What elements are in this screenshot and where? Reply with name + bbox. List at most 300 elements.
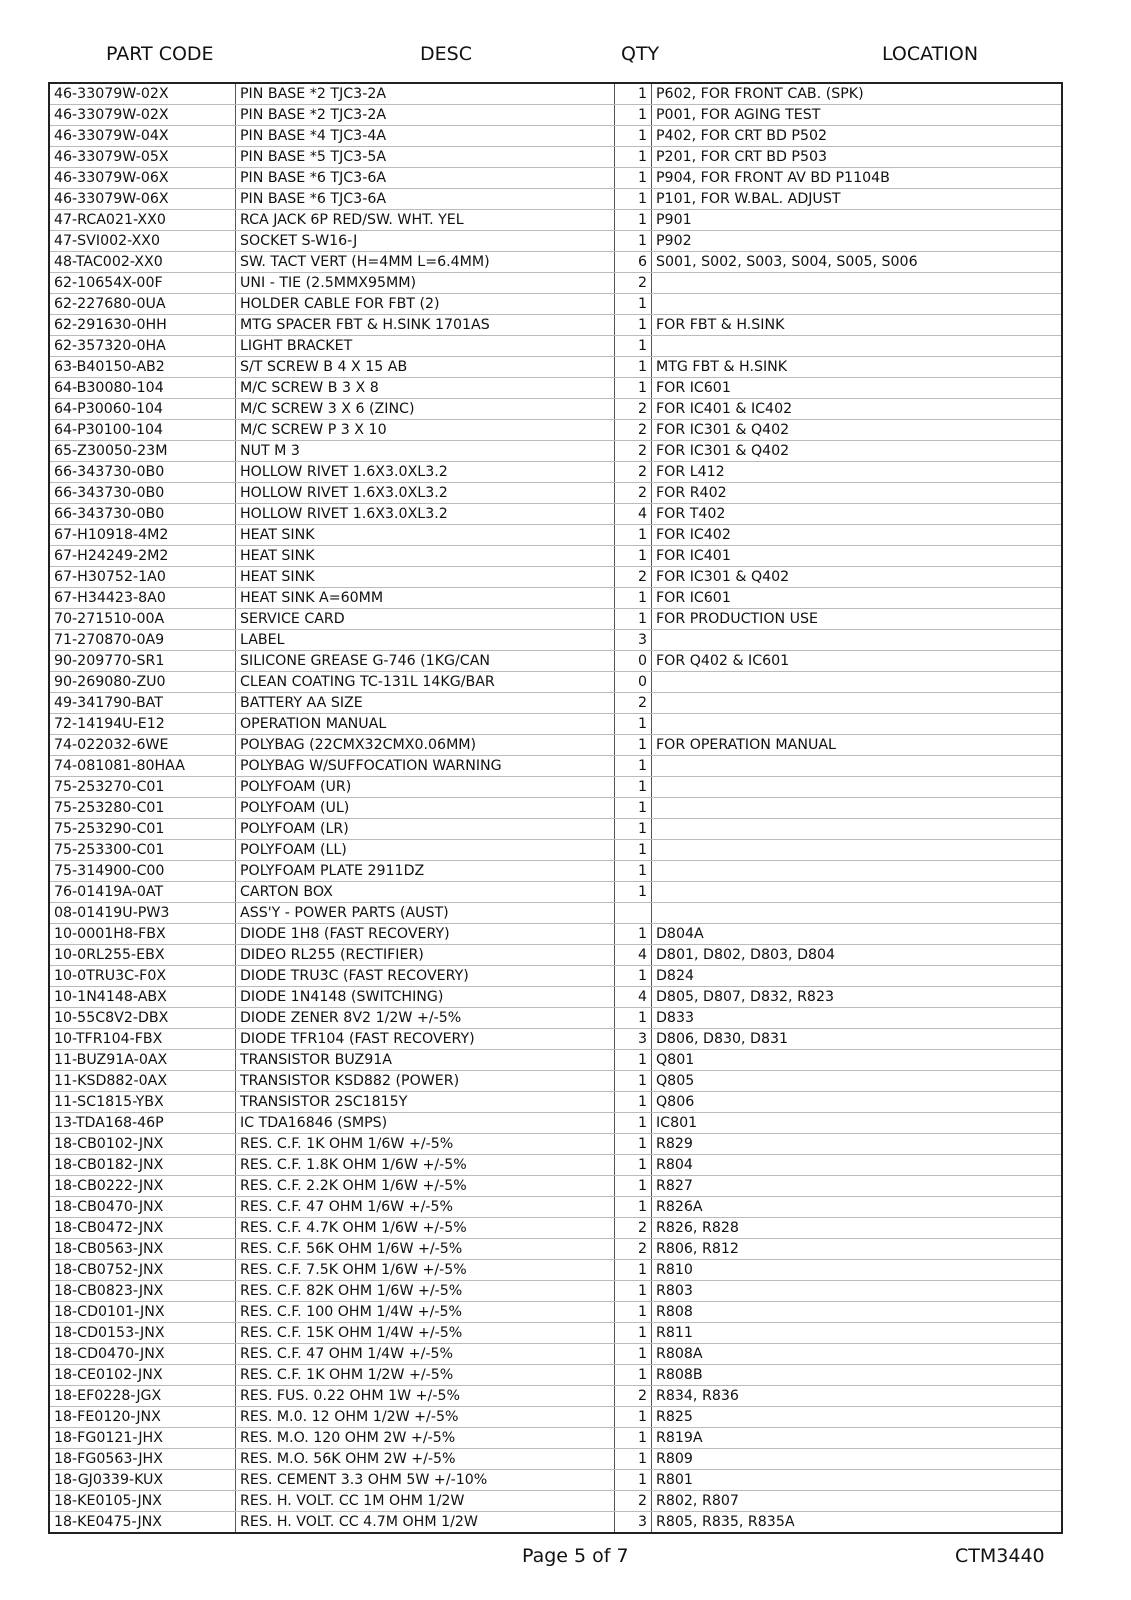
part-code-cell: 46-33079W-02X bbox=[49, 105, 236, 126]
desc-cell: LIGHT BRACKET bbox=[236, 336, 615, 357]
qty-cell: 1 bbox=[615, 1155, 652, 1176]
location-cell: FOR FBT & H.SINK bbox=[652, 315, 1063, 336]
part-code-cell: 18-CE0102-JNX bbox=[49, 1365, 236, 1386]
qty-cell: 6 bbox=[615, 252, 652, 273]
qty-cell: 2 bbox=[615, 1239, 652, 1260]
qty-cell: 1 bbox=[615, 1008, 652, 1029]
table-row bbox=[49, 1260, 1062, 1281]
location-cell bbox=[652, 882, 1063, 903]
location-cell bbox=[652, 903, 1063, 924]
desc-cell: RES. C.F. 15K OHM 1/4W +/-5% bbox=[236, 1323, 615, 1344]
table-row bbox=[49, 1512, 1062, 1534]
table-row bbox=[49, 588, 1062, 609]
table-row bbox=[49, 1218, 1062, 1239]
table-row bbox=[49, 567, 1062, 588]
desc-cell: DIODE ZENER 8V2 1/2W +/-5% bbox=[236, 1008, 615, 1029]
part-code-cell: 18-FE0120-JNX bbox=[49, 1407, 236, 1428]
header-location: LOCATION bbox=[882, 43, 979, 65]
qty-cell: 1 bbox=[615, 546, 652, 567]
location-cell bbox=[652, 714, 1063, 735]
location-cell: MTG FBT & H.SINK bbox=[652, 357, 1063, 378]
table-row bbox=[49, 1155, 1062, 1176]
table-row bbox=[49, 819, 1062, 840]
desc-cell: RES. H. VOLT. CC 4.7M OHM 1/2W bbox=[236, 1512, 615, 1534]
part-code-cell: 75-253270-C01 bbox=[49, 777, 236, 798]
desc-cell: PIN BASE *2 TJC3-2A bbox=[236, 105, 615, 126]
page-number: Page 5 of 7 bbox=[522, 1545, 629, 1567]
table-row bbox=[49, 798, 1062, 819]
location-cell: FOR IC301 & Q402 bbox=[652, 441, 1063, 462]
desc-cell: PIN BASE *4 TJC3-4A bbox=[236, 126, 615, 147]
desc-cell: POLYBAG W/SUFFOCATION WARNING bbox=[236, 756, 615, 777]
desc-cell: RES. C.F. 47 OHM 1/6W +/-5% bbox=[236, 1197, 615, 1218]
desc-cell: RES. C.F. 1K OHM 1/2W +/-5% bbox=[236, 1365, 615, 1386]
location-cell: P904, FOR FRONT AV BD P1104B bbox=[652, 168, 1063, 189]
location-cell: FOR T402 bbox=[652, 504, 1063, 525]
desc-cell: SERVICE CARD bbox=[236, 609, 615, 630]
qty-cell: 1 bbox=[615, 588, 652, 609]
table-row bbox=[49, 1113, 1062, 1134]
location-cell: FOR IC401 & IC402 bbox=[652, 399, 1063, 420]
location-cell: Q805 bbox=[652, 1071, 1063, 1092]
qty-cell: 2 bbox=[615, 567, 652, 588]
part-code-cell: 10-0TRU3C-F0X bbox=[49, 966, 236, 987]
qty-cell: 1 bbox=[615, 882, 652, 903]
part-code-cell: 18-EF0228-JGX bbox=[49, 1386, 236, 1407]
qty-cell: 2 bbox=[615, 1386, 652, 1407]
part-code-cell: 18-CB0472-JNX bbox=[49, 1218, 236, 1239]
location-cell bbox=[652, 672, 1063, 693]
location-cell bbox=[652, 630, 1063, 651]
table-row bbox=[49, 1050, 1062, 1071]
table-row bbox=[49, 1428, 1062, 1449]
location-cell bbox=[652, 840, 1063, 861]
part-code-cell: 10-1N4148-ABX bbox=[49, 987, 236, 1008]
desc-cell: LABEL bbox=[236, 630, 615, 651]
desc-cell: UNI - TIE (2.5MMX95MM) bbox=[236, 273, 615, 294]
qty-cell: 1 bbox=[615, 840, 652, 861]
location-cell: S001, S002, S003, S004, S005, S006 bbox=[652, 252, 1063, 273]
qty-cell: 1 bbox=[615, 1323, 652, 1344]
desc-cell: PIN BASE *2 TJC3-2A bbox=[236, 83, 615, 105]
table-row bbox=[49, 126, 1062, 147]
desc-cell: OPERATION MANUAL bbox=[236, 714, 615, 735]
table-row bbox=[49, 1365, 1062, 1386]
desc-cell: CLEAN COATING TC-131L 14KG/BAR bbox=[236, 672, 615, 693]
part-code-cell: 74-022032-6WE bbox=[49, 735, 236, 756]
table-row bbox=[49, 462, 1062, 483]
qty-cell: 1 bbox=[615, 1113, 652, 1134]
qty-cell: 1 bbox=[615, 966, 652, 987]
location-cell: P901 bbox=[652, 210, 1063, 231]
part-code-cell: 67-H30752-1A0 bbox=[49, 567, 236, 588]
qty-cell: 1 bbox=[615, 378, 652, 399]
part-code-cell: 11-KSD882-0AX bbox=[49, 1071, 236, 1092]
location-cell: P602, FOR FRONT CAB. (SPK) bbox=[652, 83, 1063, 105]
qty-cell: 1 bbox=[615, 1365, 652, 1386]
desc-cell: NUT M 3 bbox=[236, 441, 615, 462]
desc-cell: PIN BASE *5 TJC3-5A bbox=[236, 147, 615, 168]
desc-cell: TRANSISTOR 2SC1815Y bbox=[236, 1092, 615, 1113]
table-row bbox=[49, 1470, 1062, 1491]
qty-cell: 1 bbox=[615, 861, 652, 882]
table-row bbox=[49, 672, 1062, 693]
location-cell: R804 bbox=[652, 1155, 1063, 1176]
header-desc: DESC bbox=[420, 43, 472, 65]
location-cell: R826, R828 bbox=[652, 1218, 1063, 1239]
qty-cell: 1 bbox=[615, 1407, 652, 1428]
qty-cell: 2 bbox=[615, 420, 652, 441]
part-code-cell: 10-55C8V2-DBX bbox=[49, 1008, 236, 1029]
table-row bbox=[49, 1302, 1062, 1323]
location-cell: D804A bbox=[652, 924, 1063, 945]
location-cell: FOR IC301 & Q402 bbox=[652, 420, 1063, 441]
qty-cell: 1 bbox=[615, 357, 652, 378]
qty-cell: 1 bbox=[615, 1302, 652, 1323]
desc-cell: DIDEO RL255 (RECTIFIER) bbox=[236, 945, 615, 966]
desc-cell: DIODE TFR104 (FAST RECOVERY) bbox=[236, 1029, 615, 1050]
part-code-cell: 08-01419U-PW3 bbox=[49, 903, 236, 924]
table-row bbox=[49, 1071, 1062, 1092]
qty-cell: 1 bbox=[615, 1428, 652, 1449]
qty-cell: 0 bbox=[615, 651, 652, 672]
part-code-cell: 18-CB0470-JNX bbox=[49, 1197, 236, 1218]
table-row bbox=[49, 756, 1062, 777]
desc-cell: PIN BASE *6 TJC3-6A bbox=[236, 189, 615, 210]
desc-cell: POLYFOAM (LR) bbox=[236, 819, 615, 840]
desc-cell: TRANSISTOR KSD882 (POWER) bbox=[236, 1071, 615, 1092]
qty-cell: 1 bbox=[615, 924, 652, 945]
part-code-cell: 18-KE0475-JNX bbox=[49, 1512, 236, 1534]
table-row bbox=[49, 273, 1062, 294]
qty-cell: 1 bbox=[615, 147, 652, 168]
part-code-cell: 71-270870-0A9 bbox=[49, 630, 236, 651]
qty-cell: 4 bbox=[615, 945, 652, 966]
part-code-cell: 48-TAC002-XX0 bbox=[49, 252, 236, 273]
table-row bbox=[49, 147, 1062, 168]
table-row bbox=[49, 504, 1062, 525]
location-cell: R811 bbox=[652, 1323, 1063, 1344]
location-cell: R819A bbox=[652, 1428, 1063, 1449]
table-row bbox=[49, 1008, 1062, 1029]
part-code-cell: 18-CB0563-JNX bbox=[49, 1239, 236, 1260]
desc-cell: RES. CEMENT 3.3 OHM 5W +/-10% bbox=[236, 1470, 615, 1491]
location-cell: R805, R835, R835A bbox=[652, 1512, 1063, 1534]
table-row bbox=[49, 105, 1062, 126]
desc-cell: RES. C.F. 1K OHM 1/6W +/-5% bbox=[236, 1134, 615, 1155]
qty-cell: 1 bbox=[615, 798, 652, 819]
location-cell: R806, R812 bbox=[652, 1239, 1063, 1260]
part-code-cell: 62-291630-0HH bbox=[49, 315, 236, 336]
location-cell: R808 bbox=[652, 1302, 1063, 1323]
model-number: CTM3440 bbox=[955, 1545, 1045, 1567]
part-code-cell: 18-CD0101-JNX bbox=[49, 1302, 236, 1323]
desc-cell: SILICONE GREASE G-746 (1KG/CAN bbox=[236, 651, 615, 672]
table-row bbox=[49, 1029, 1062, 1050]
location-cell: R803 bbox=[652, 1281, 1063, 1302]
table-row bbox=[49, 1407, 1062, 1428]
part-code-cell: 10-0RL255-EBX bbox=[49, 945, 236, 966]
part-code-cell: 11-BUZ91A-0AX bbox=[49, 1050, 236, 1071]
location-cell: D833 bbox=[652, 1008, 1063, 1029]
desc-cell: S/T SCREW B 4 X 15 AB bbox=[236, 357, 615, 378]
location-cell: FOR R402 bbox=[652, 483, 1063, 504]
qty-cell: 1 bbox=[615, 735, 652, 756]
desc-cell: HEAT SINK A=60MM bbox=[236, 588, 615, 609]
desc-cell: DIODE 1H8 (FAST RECOVERY) bbox=[236, 924, 615, 945]
location-cell bbox=[652, 756, 1063, 777]
part-code-cell: 18-GJ0339-KUX bbox=[49, 1470, 236, 1491]
location-cell: R809 bbox=[652, 1449, 1063, 1470]
qty-cell: 1 bbox=[615, 1260, 652, 1281]
table-row bbox=[49, 693, 1062, 714]
location-cell: P402, FOR CRT BD P502 bbox=[652, 126, 1063, 147]
qty-cell: 1 bbox=[615, 525, 652, 546]
part-code-cell: 75-253290-C01 bbox=[49, 819, 236, 840]
table-row bbox=[49, 83, 1062, 105]
desc-cell: RES. M.O. 120 OHM 2W +/-5% bbox=[236, 1428, 615, 1449]
qty-cell: 1 bbox=[615, 714, 652, 735]
location-cell: FOR PRODUCTION USE bbox=[652, 609, 1063, 630]
part-code-cell: 75-253300-C01 bbox=[49, 840, 236, 861]
qty-cell: 1 bbox=[615, 294, 652, 315]
desc-cell: BATTERY AA SIZE bbox=[236, 693, 615, 714]
qty-cell: 3 bbox=[615, 1512, 652, 1534]
desc-cell: SW. TACT VERT (H=4MM L=6.4MM) bbox=[236, 252, 615, 273]
part-code-cell: 18-KE0105-JNX bbox=[49, 1491, 236, 1512]
table-row bbox=[49, 609, 1062, 630]
desc-cell: HOLLOW RIVET 1.6X3.0XL3.2 bbox=[236, 483, 615, 504]
part-code-cell: 67-H34423-8A0 bbox=[49, 588, 236, 609]
location-cell: R808A bbox=[652, 1344, 1063, 1365]
part-code-cell: 66-343730-0B0 bbox=[49, 462, 236, 483]
qty-cell: 1 bbox=[615, 336, 652, 357]
part-code-cell: 90-209770-SR1 bbox=[49, 651, 236, 672]
desc-cell: RES. C.F. 4.7K OHM 1/6W +/-5% bbox=[236, 1218, 615, 1239]
table-row bbox=[49, 1449, 1062, 1470]
part-code-cell: 18-CD0470-JNX bbox=[49, 1344, 236, 1365]
table-row bbox=[49, 1176, 1062, 1197]
qty-cell: 1 bbox=[615, 315, 652, 336]
table-row bbox=[49, 315, 1062, 336]
desc-cell: SOCKET S-W16-J bbox=[236, 231, 615, 252]
qty-cell: 1 bbox=[615, 105, 652, 126]
location-cell: R810 bbox=[652, 1260, 1063, 1281]
location-cell: P001, FOR AGING TEST bbox=[652, 105, 1063, 126]
qty-cell: 2 bbox=[615, 441, 652, 462]
location-cell bbox=[652, 294, 1063, 315]
qty-cell: 1 bbox=[615, 609, 652, 630]
desc-cell: RES. M.0. 12 OHM 1/2W +/-5% bbox=[236, 1407, 615, 1428]
location-cell: FOR OPERATION MANUAL bbox=[652, 735, 1063, 756]
header-part-code: PART CODE bbox=[106, 43, 214, 65]
desc-cell: POLYBAG (22CMX32CMX0.06MM) bbox=[236, 735, 615, 756]
part-code-cell: 62-357320-0HA bbox=[49, 336, 236, 357]
location-cell: FOR L412 bbox=[652, 462, 1063, 483]
part-code-cell: 46-33079W-04X bbox=[49, 126, 236, 147]
qty-cell: 2 bbox=[615, 1491, 652, 1512]
location-cell: D805, D807, D832, R823 bbox=[652, 987, 1063, 1008]
table-row bbox=[49, 441, 1062, 462]
part-code-cell: 49-341790-BAT bbox=[49, 693, 236, 714]
qty-cell bbox=[615, 903, 652, 924]
part-code-cell: 18-CB0752-JNX bbox=[49, 1260, 236, 1281]
table-row bbox=[49, 903, 1062, 924]
desc-cell: PIN BASE *6 TJC3-6A bbox=[236, 168, 615, 189]
part-code-cell: 18-FG0563-JHX bbox=[49, 1449, 236, 1470]
location-cell bbox=[652, 861, 1063, 882]
table-row bbox=[49, 966, 1062, 987]
desc-cell: HOLDER CABLE FOR FBT (2) bbox=[236, 294, 615, 315]
qty-cell: 4 bbox=[615, 504, 652, 525]
part-code-cell: 18-FG0121-JHX bbox=[49, 1428, 236, 1449]
qty-cell: 1 bbox=[615, 1344, 652, 1365]
table-row bbox=[49, 1281, 1062, 1302]
table-row bbox=[49, 252, 1062, 273]
desc-cell: CARTON BOX bbox=[236, 882, 615, 903]
table-row bbox=[49, 1134, 1062, 1155]
location-cell: D801, D802, D803, D804 bbox=[652, 945, 1063, 966]
desc-cell: RES. C.F. 82K OHM 1/6W +/-5% bbox=[236, 1281, 615, 1302]
location-cell: FOR IC402 bbox=[652, 525, 1063, 546]
table-row bbox=[49, 987, 1062, 1008]
qty-cell: 1 bbox=[615, 819, 652, 840]
location-cell: P201, FOR CRT BD P503 bbox=[652, 147, 1063, 168]
table-row bbox=[49, 1386, 1062, 1407]
table-row bbox=[49, 546, 1062, 567]
location-cell bbox=[652, 798, 1063, 819]
table-row bbox=[49, 1344, 1062, 1365]
qty-cell: 4 bbox=[615, 987, 652, 1008]
table-row bbox=[49, 336, 1062, 357]
desc-cell: RES. C.F. 2.2K OHM 1/6W +/-5% bbox=[236, 1176, 615, 1197]
desc-cell: RES. C.F. 47 OHM 1/4W +/-5% bbox=[236, 1344, 615, 1365]
location-cell: FOR IC301 & Q402 bbox=[652, 567, 1063, 588]
location-cell: D806, D830, D831 bbox=[652, 1029, 1063, 1050]
desc-cell: RES. H. VOLT. CC 1M OHM 1/2W bbox=[236, 1491, 615, 1512]
desc-cell: RCA JACK 6P RED/SW. WHT. YEL bbox=[236, 210, 615, 231]
qty-cell: 1 bbox=[615, 189, 652, 210]
part-code-cell: 13-TDA168-46P bbox=[49, 1113, 236, 1134]
table-row bbox=[49, 378, 1062, 399]
desc-cell: POLYFOAM (UL) bbox=[236, 798, 615, 819]
qty-cell: 1 bbox=[615, 126, 652, 147]
table-row bbox=[49, 1239, 1062, 1260]
table-row bbox=[49, 399, 1062, 420]
desc-cell: M/C SCREW P 3 X 10 bbox=[236, 420, 615, 441]
desc-cell: ASS'Y - POWER PARTS (AUST) bbox=[236, 903, 615, 924]
qty-cell: 2 bbox=[615, 483, 652, 504]
part-code-cell: 18-CB0182-JNX bbox=[49, 1155, 236, 1176]
location-cell bbox=[652, 777, 1063, 798]
qty-cell: 3 bbox=[615, 1029, 652, 1050]
table-row bbox=[49, 525, 1062, 546]
part-code-cell: 65-Z30050-23M bbox=[49, 441, 236, 462]
qty-cell: 1 bbox=[615, 168, 652, 189]
location-cell: R802, R807 bbox=[652, 1491, 1063, 1512]
location-cell: FOR IC601 bbox=[652, 588, 1063, 609]
table-row bbox=[49, 735, 1062, 756]
table-row bbox=[49, 420, 1062, 441]
part-code-cell: 18-CB0823-JNX bbox=[49, 1281, 236, 1302]
desc-cell: RES. C.F. 56K OHM 1/6W +/-5% bbox=[236, 1239, 615, 1260]
table-row bbox=[49, 1092, 1062, 1113]
desc-cell: HEAT SINK bbox=[236, 546, 615, 567]
part-code-cell: 46-33079W-05X bbox=[49, 147, 236, 168]
part-code-cell: 47-SVI002-XX0 bbox=[49, 231, 236, 252]
qty-cell: 2 bbox=[615, 399, 652, 420]
qty-cell: 1 bbox=[615, 1197, 652, 1218]
location-cell: FOR Q402 & IC601 bbox=[652, 651, 1063, 672]
location-cell: P101, FOR W.BAL. ADJUST bbox=[652, 189, 1063, 210]
header-qty: QTY bbox=[621, 43, 660, 65]
location-cell: R825 bbox=[652, 1407, 1063, 1428]
qty-cell: 1 bbox=[615, 1092, 652, 1113]
desc-cell: HEAT SINK bbox=[236, 567, 615, 588]
part-code-cell: 67-H24249-2M2 bbox=[49, 546, 236, 567]
desc-cell: POLYFOAM (UR) bbox=[236, 777, 615, 798]
part-code-cell: 47-RCA021-XX0 bbox=[49, 210, 236, 231]
qty-cell: 1 bbox=[615, 1470, 652, 1491]
part-code-cell: 66-343730-0B0 bbox=[49, 504, 236, 525]
table-row bbox=[49, 714, 1062, 735]
part-code-cell: 90-269080-ZU0 bbox=[49, 672, 236, 693]
location-cell: R827 bbox=[652, 1176, 1063, 1197]
table-row bbox=[49, 882, 1062, 903]
location-cell: FOR IC601 bbox=[652, 378, 1063, 399]
qty-cell: 1 bbox=[615, 210, 652, 231]
qty-cell: 0 bbox=[615, 672, 652, 693]
part-code-cell: 46-33079W-02X bbox=[49, 83, 236, 105]
part-code-cell: 66-343730-0B0 bbox=[49, 483, 236, 504]
table-row bbox=[49, 651, 1062, 672]
qty-cell: 1 bbox=[615, 1176, 652, 1197]
qty-cell: 3 bbox=[615, 630, 652, 651]
part-code-cell: 75-314900-C00 bbox=[49, 861, 236, 882]
location-cell: FOR IC401 bbox=[652, 546, 1063, 567]
desc-cell: RES. C.F. 7.5K OHM 1/6W +/-5% bbox=[236, 1260, 615, 1281]
part-code-cell: 46-33079W-06X bbox=[49, 189, 236, 210]
part-code-cell: 72-14194U-E12 bbox=[49, 714, 236, 735]
table-row bbox=[49, 945, 1062, 966]
desc-cell: RES. FUS. 0.22 OHM 1W +/-5% bbox=[236, 1386, 615, 1407]
desc-cell: HEAT SINK bbox=[236, 525, 615, 546]
table-row bbox=[49, 231, 1062, 252]
part-code-cell: 76-01419A-0AT bbox=[49, 882, 236, 903]
part-code-cell: 62-10654X-00F bbox=[49, 273, 236, 294]
desc-cell: M/C SCREW B 3 X 8 bbox=[236, 378, 615, 399]
location-cell: R829 bbox=[652, 1134, 1063, 1155]
qty-cell: 2 bbox=[615, 462, 652, 483]
qty-cell: 1 bbox=[615, 777, 652, 798]
desc-cell: POLYFOAM (LL) bbox=[236, 840, 615, 861]
table-row bbox=[49, 630, 1062, 651]
qty-cell: 1 bbox=[615, 1281, 652, 1302]
qty-cell: 1 bbox=[615, 1050, 652, 1071]
qty-cell: 1 bbox=[615, 1071, 652, 1092]
location-cell: IC801 bbox=[652, 1113, 1063, 1134]
desc-cell: RES. C.F. 100 OHM 1/4W +/-5% bbox=[236, 1302, 615, 1323]
qty-cell: 1 bbox=[615, 83, 652, 105]
qty-cell: 1 bbox=[615, 1134, 652, 1155]
desc-cell: POLYFOAM PLATE 2911DZ bbox=[236, 861, 615, 882]
qty-cell: 2 bbox=[615, 693, 652, 714]
table-row bbox=[49, 777, 1062, 798]
desc-cell: M/C SCREW 3 X 6 (ZINC) bbox=[236, 399, 615, 420]
desc-cell: RES. C.F. 1.8K OHM 1/6W +/-5% bbox=[236, 1155, 615, 1176]
location-cell: R808B bbox=[652, 1365, 1063, 1386]
location-cell bbox=[652, 336, 1063, 357]
